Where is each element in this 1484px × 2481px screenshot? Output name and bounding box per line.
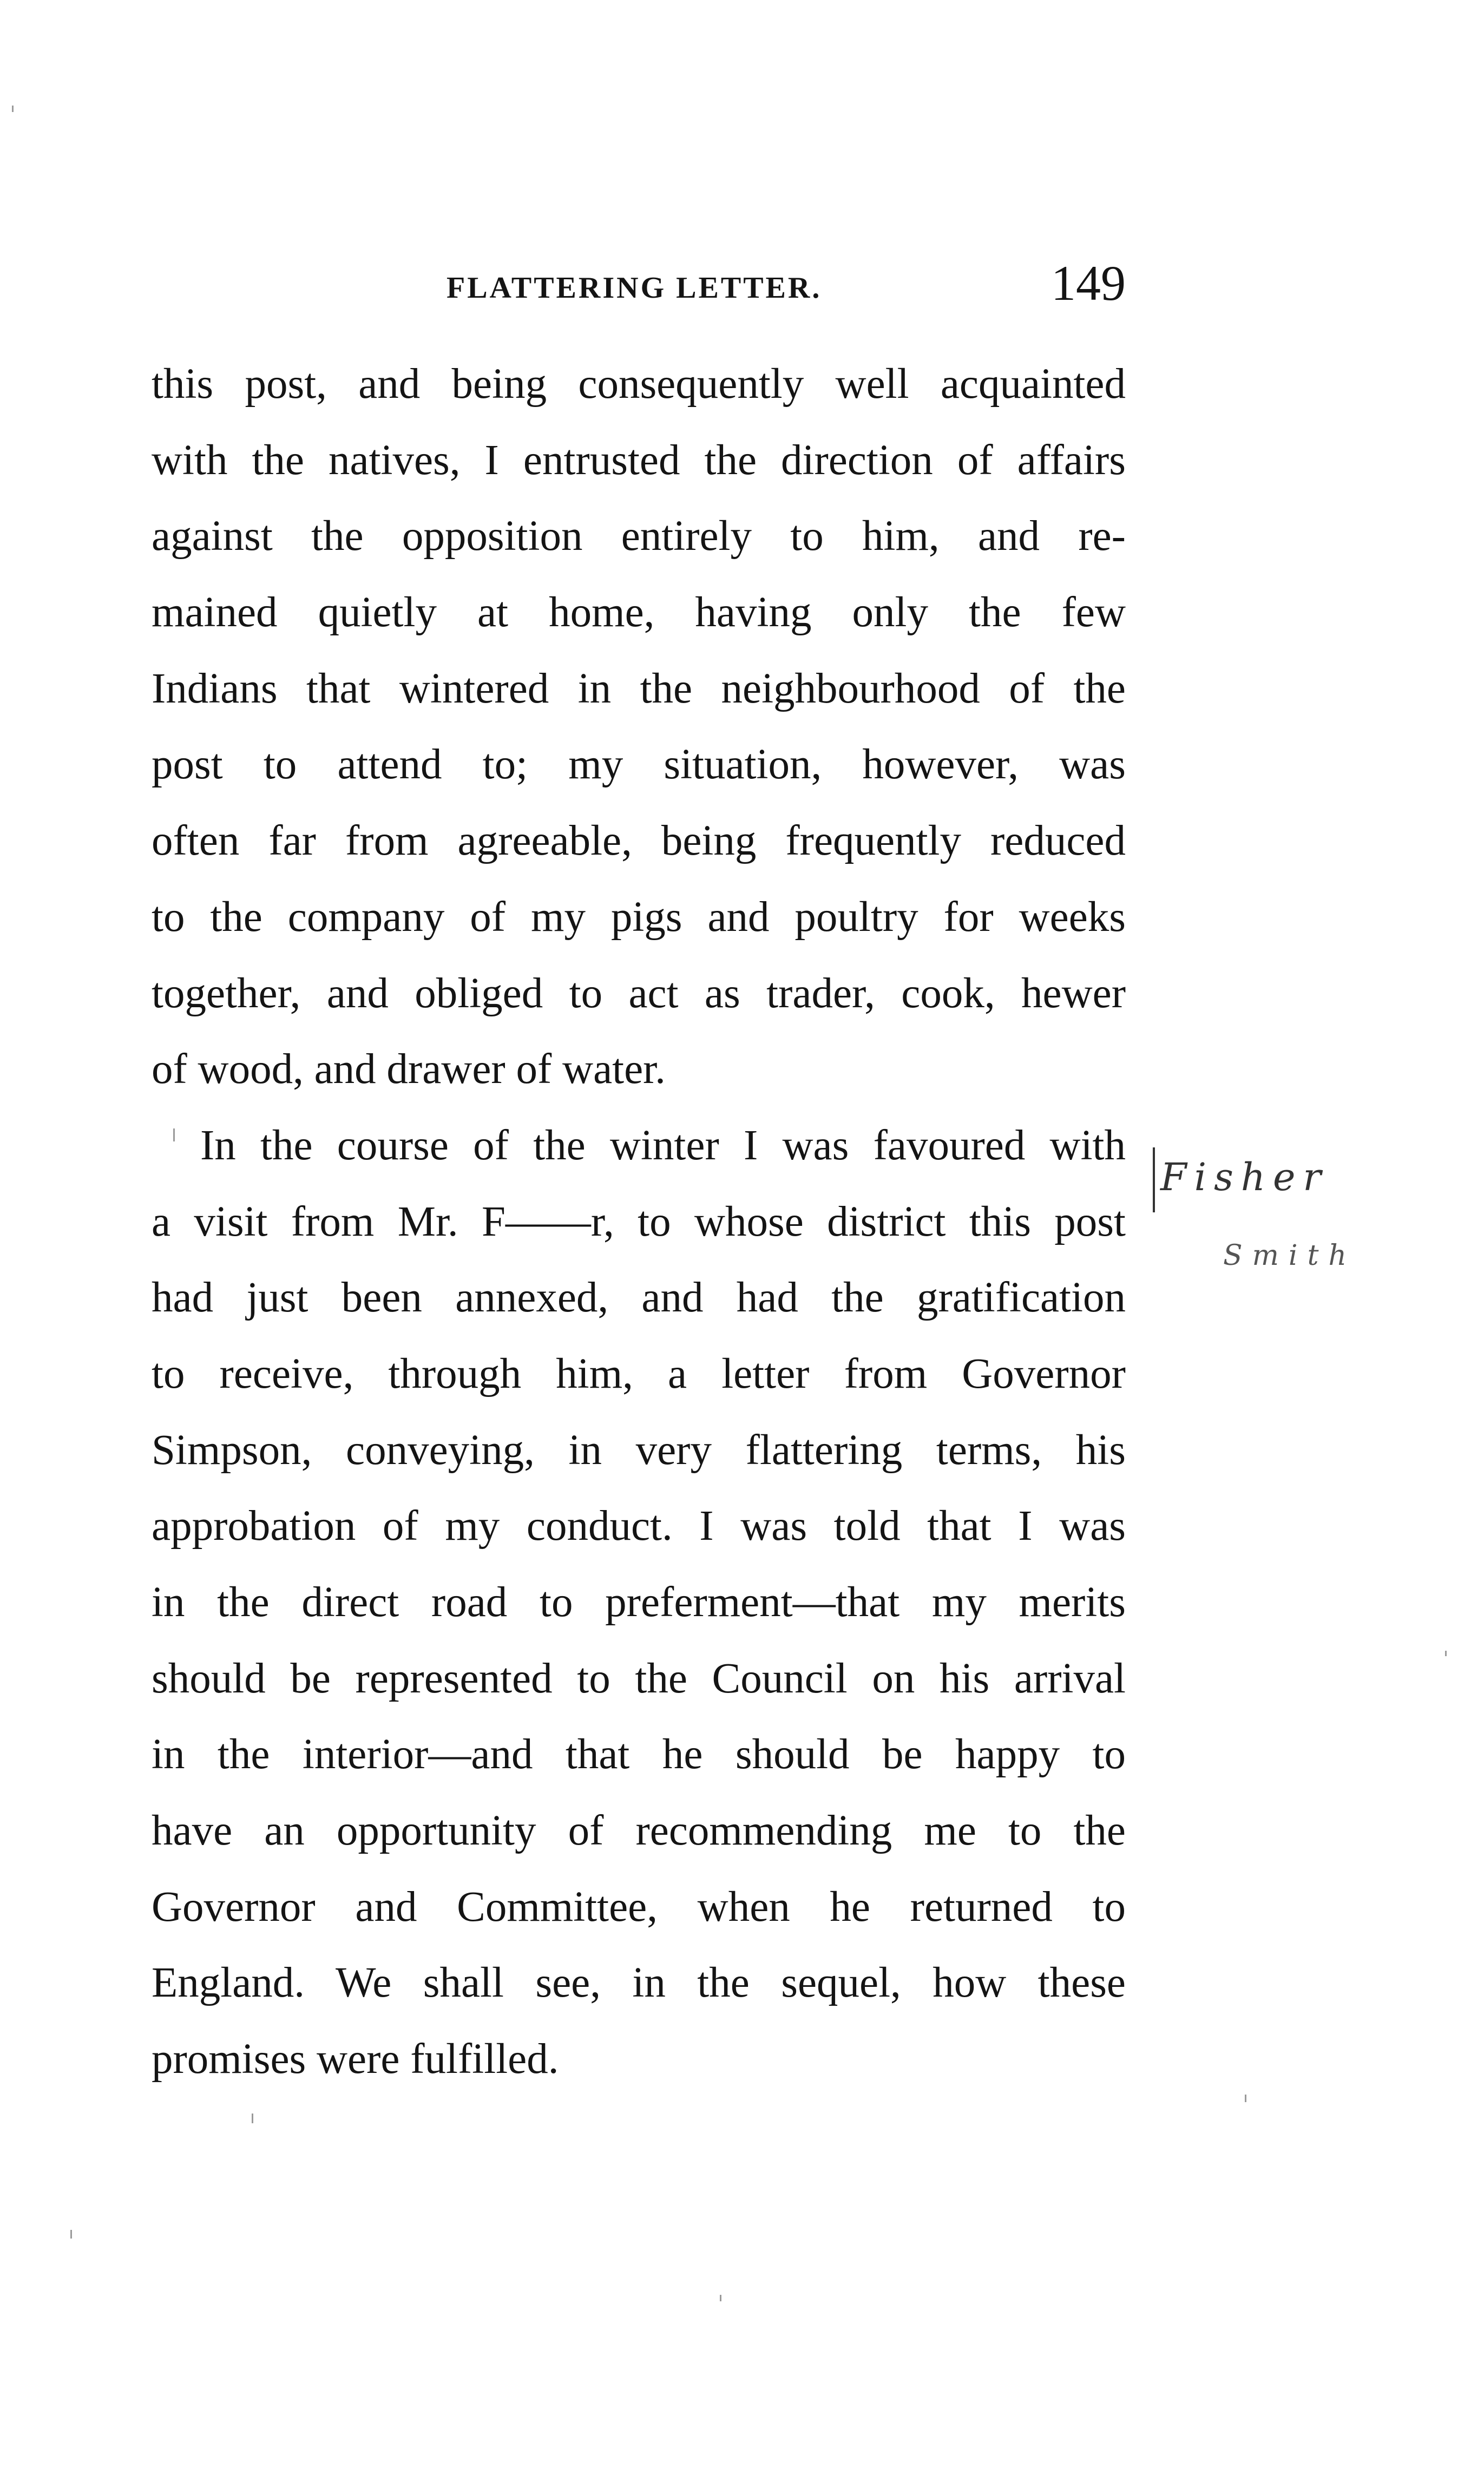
text-line: had just been annexed, and had the gratification (152, 1274, 1126, 1322)
text-line: often far from agreeable, being frequently reduced (152, 817, 1126, 865)
text-line: to receive, through him, a letter from Governor (152, 1350, 1126, 1397)
text-line-paragraph-end: promises were fulfilled. (152, 2036, 559, 2083)
body-text (152, 346, 1126, 2098)
paper-speck (70, 2230, 72, 2239)
text-line: should be represented to the Council on his arrival (152, 1655, 1126, 1702)
page-number: 149 (1051, 255, 1126, 311)
text-line: this post, and being consequently well acquainted (152, 360, 1126, 408)
text-line: Indians that wintered in the neighbourhood of the (152, 665, 1126, 712)
text-line: have an opportunity of recommending me to the (152, 1807, 1126, 1855)
running-head (152, 254, 1126, 314)
text-line: mained quietly at home, having only the few (152, 589, 1126, 636)
text-line-paragraph-start: In the course of the winter I was favoured with (200, 1121, 1126, 1169)
text-line-paragraph-end: of wood, and drawer of water. (152, 1046, 666, 1093)
paper-speck (1445, 1651, 1447, 1656)
text-line: post to attend to; my situation, however, was (152, 741, 1126, 789)
text-line: Governor and Committee, when he returned to (152, 1883, 1126, 1931)
text-line: Simpson, conveying, in very flattering terms, his (152, 1426, 1126, 1474)
paper-speck (12, 106, 14, 112)
text-line: in the interior—and that he should be happy to (152, 1731, 1126, 1778)
handwritten-margin-note: Smith (1223, 1239, 1356, 1272)
text-line: a visit from Mr. F——r, to whose district this post (152, 1198, 1126, 1245)
text-line: England. We shall see, in the sequel, how these (152, 1959, 1126, 2007)
paper-speck (252, 2114, 253, 2123)
paper-speck (720, 2295, 721, 2301)
text-line: to the company of my pigs and poultry for weeks (152, 893, 1126, 941)
paper-speck (1245, 2095, 1246, 2102)
text-line: in the direct road to preferment—that my merits (152, 1579, 1126, 1626)
text-line: together, and obliged to act as trader, cook, hewer (152, 969, 1126, 1017)
handwritten-margin-note: Fisher (1153, 1147, 1420, 1212)
paper-speck (173, 1128, 175, 1141)
text-line: with the natives, I entrusted the direction of affairs (152, 436, 1126, 484)
running-head-title: FLATTERING LETTER. (446, 271, 822, 305)
text-line: approbation of my conduct. I was told that I was (152, 1502, 1126, 1550)
text-line: against the opposition entirely to him, and re- (152, 513, 1126, 560)
